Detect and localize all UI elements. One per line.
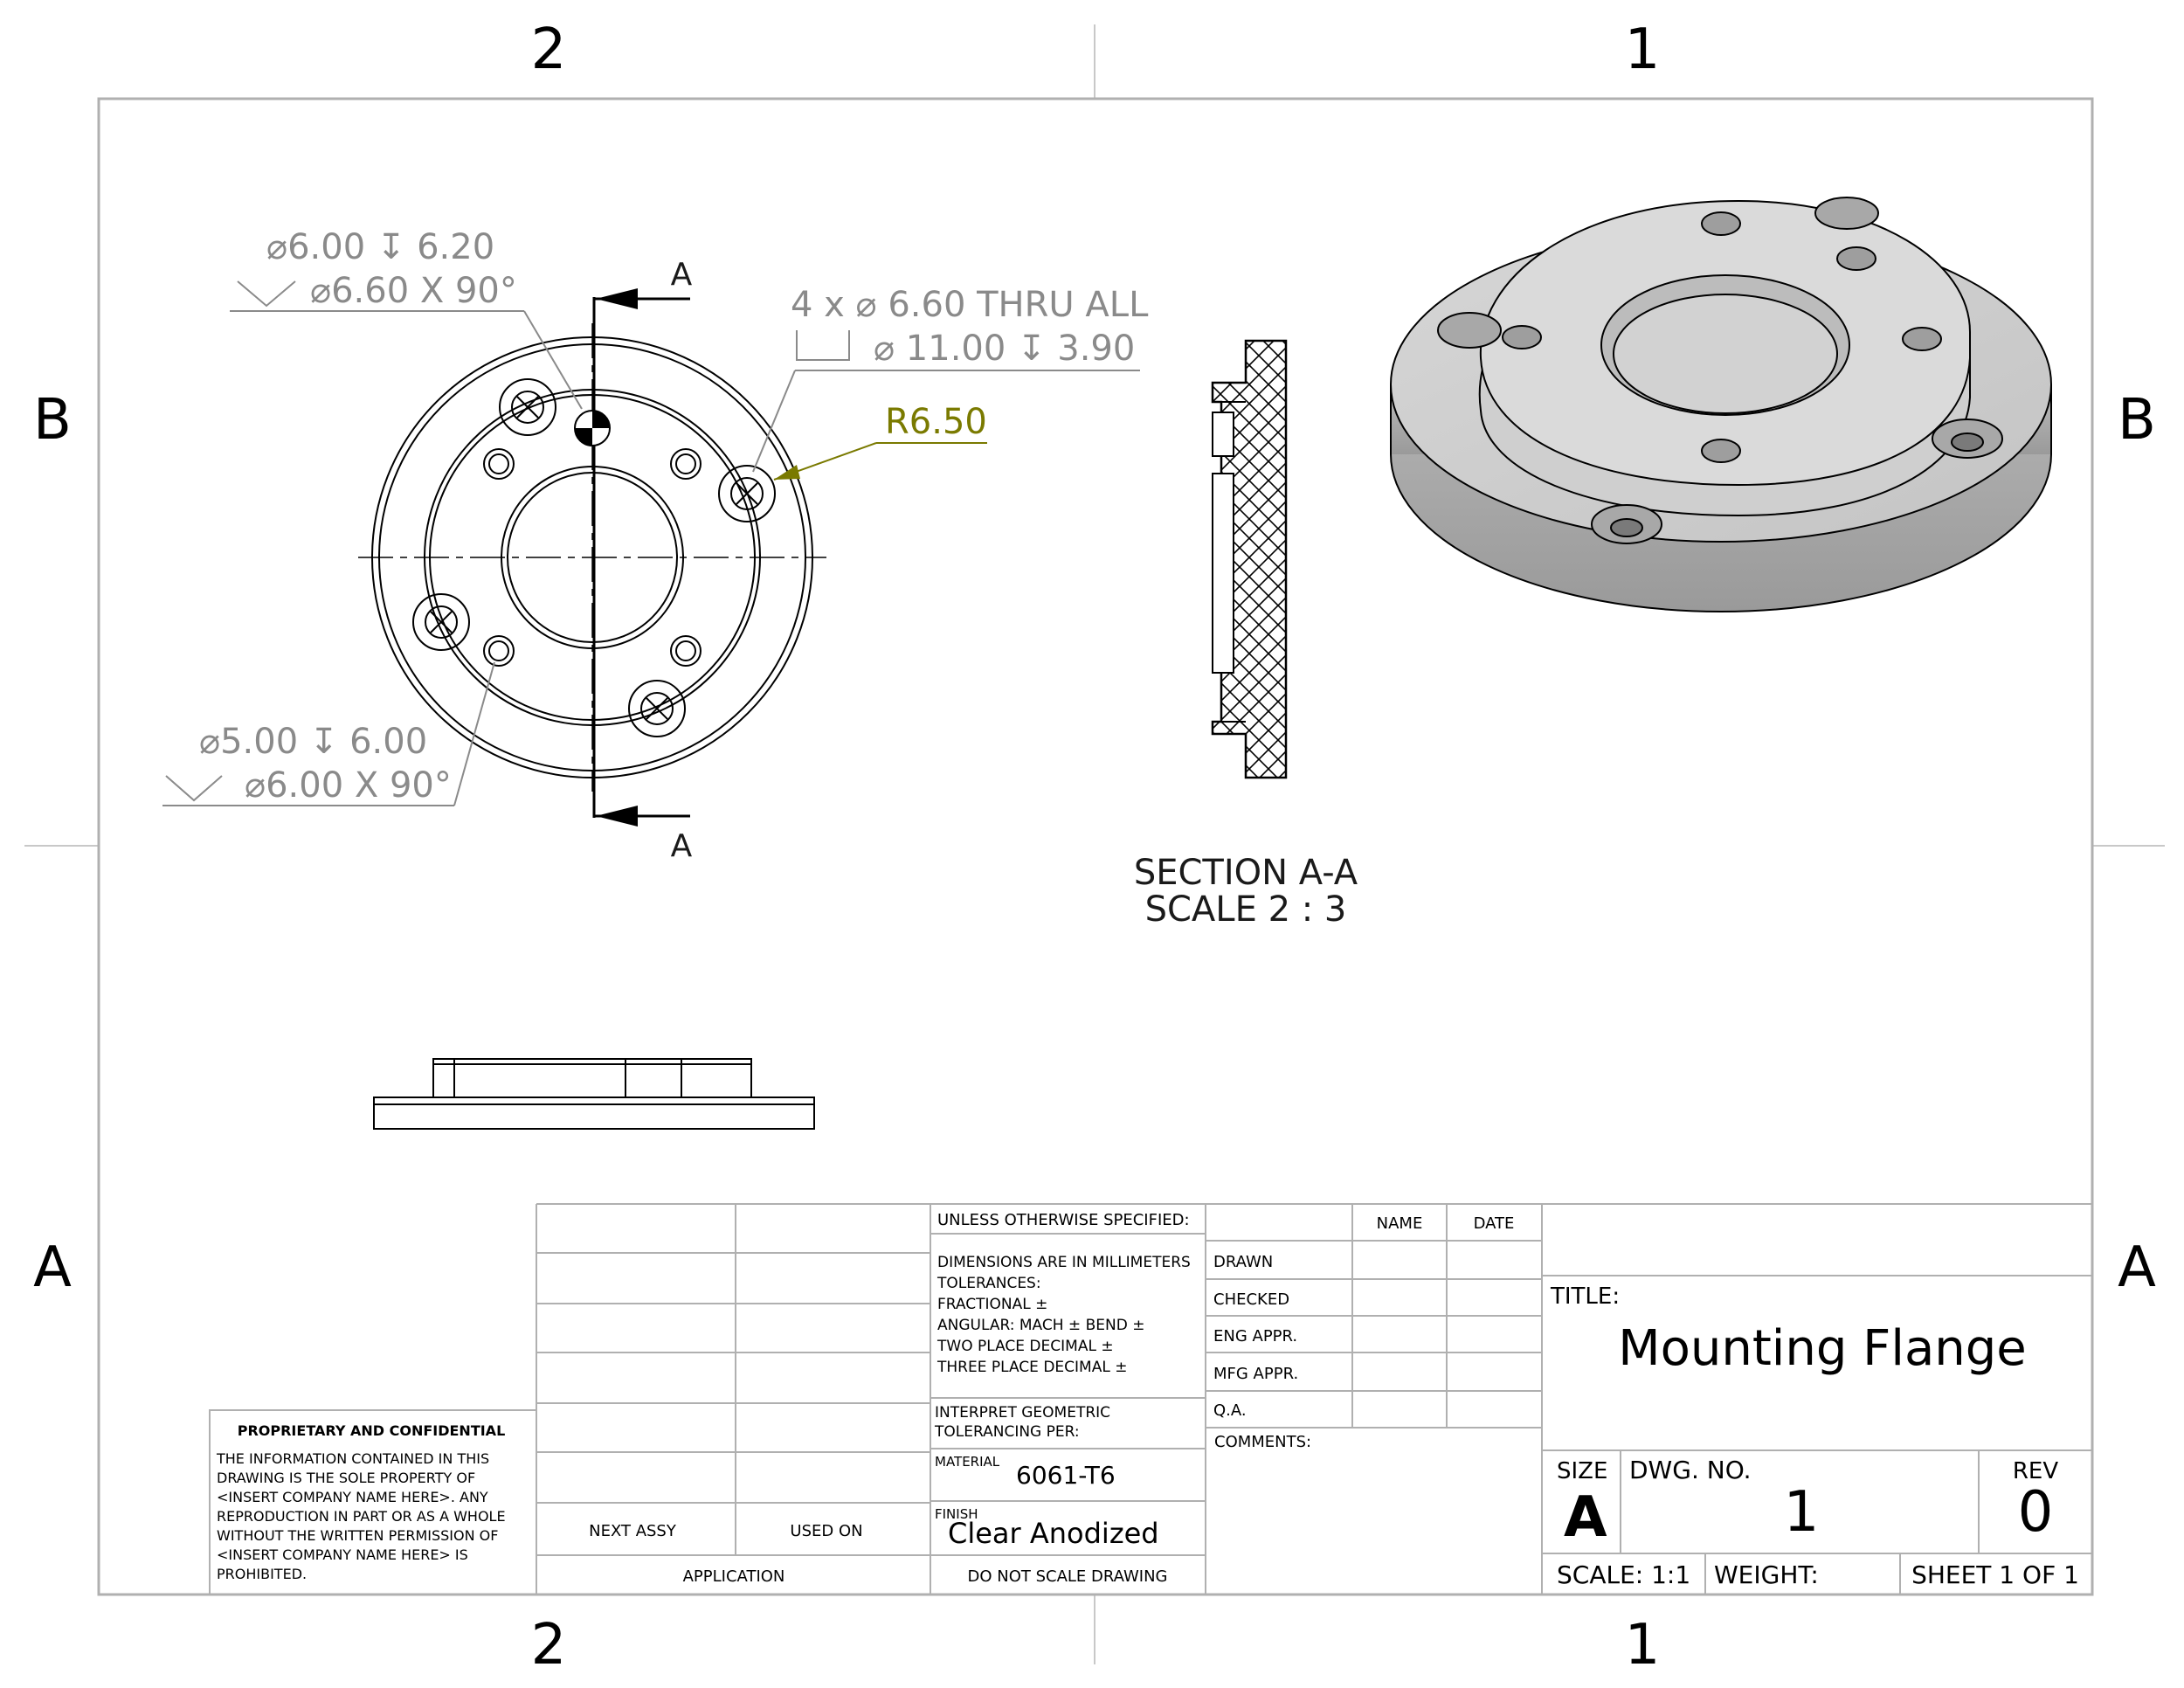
finish-value: Clear Anodized <box>948 1517 1159 1550</box>
callout-top-right-line-1: 4 x ⌀ 6.60 THRU ALL <box>791 285 1149 325</box>
scale-field: SCALE: 1:1 <box>1557 1560 1691 1589</box>
weight-field: WEIGHT: <box>1714 1560 1819 1589</box>
proprietary-line-6: <INSERT COMPANY NAME HERE> IS <box>217 1546 468 1563</box>
callout-top-left-line-1: ⌀6.00 ↧ 6.20 <box>266 227 495 267</box>
dims-line-3: FRACTIONAL ± <box>937 1296 1048 1313</box>
used-on-label: USED ON <box>790 1522 863 1540</box>
proprietary-title: PROPRIETARY AND CONFIDENTIAL <box>237 1422 506 1439</box>
title-label: TITLE: <box>1551 1283 1621 1310</box>
rev-label: REV <box>2012 1458 2059 1484</box>
section-scale: SCALE 2 : 3 <box>1144 889 1347 930</box>
proprietary-line-2: DRAWING IS THE SOLE PROPERTY OF <box>217 1470 476 1486</box>
dims-line-4: ANGULAR: MACH ± BEND ± <box>937 1317 1145 1334</box>
cbore-hole-1 <box>500 379 556 435</box>
approval-qa: Q.A. <box>1213 1401 1247 1420</box>
zone-col-2-bottom: 2 <box>530 1613 567 1678</box>
sheet-field: SHEET 1 OF 1 <box>1911 1560 2079 1589</box>
zone-row-a-right: A <box>2118 1235 2156 1300</box>
dims-line-6: THREE PLACE DECIMAL ± <box>937 1359 1128 1376</box>
origin-mark <box>575 411 610 446</box>
cbore-hole-4 <box>629 681 685 737</box>
front-view <box>358 297 826 818</box>
zone-row-b-right: B <box>2118 388 2156 453</box>
proprietary-line-5: WITHOUT THE WRITTEN PERMISSION OF <box>217 1527 499 1544</box>
side-view <box>374 1059 814 1129</box>
interpret-line-1: INTERPRET GEOMETRIC <box>935 1404 1111 1422</box>
do-not-scale: DO NOT SCALE DRAWING <box>967 1567 1168 1586</box>
section-title: SECTION A-A <box>1133 853 1358 893</box>
zone-col-1-top: 1 <box>1624 17 1661 82</box>
application-label: APPLICATION <box>682 1567 785 1586</box>
approval-eng: ENG APPR. <box>1213 1327 1298 1346</box>
zone-row-b-left: B <box>33 388 72 453</box>
rev-value: 0 <box>2017 1480 2054 1545</box>
proprietary-line-3: <INSERT COMPANY NAME HERE>. ANY <box>217 1489 488 1505</box>
interpret-line-2: TOLERANCING PER: <box>935 1423 1080 1441</box>
approval-mfg: MFG APPR. <box>1213 1365 1299 1383</box>
material-value: 6061-T6 <box>1016 1461 1116 1490</box>
dwg-no-label: DWG. NO. <box>1629 1456 1752 1484</box>
comments-label: COMMENTS: <box>1214 1433 1312 1451</box>
callout-bottom-left-line-2: ⌀6.00 X 90° <box>245 765 452 806</box>
callout-top-right-line-2: ⌀ 11.00 ↧ 3.90 <box>874 329 1136 369</box>
section-label-bottom: A <box>670 828 693 864</box>
zone-col-2-top: 2 <box>530 17 567 82</box>
proprietary-line-7: PROHIBITED. <box>217 1566 308 1582</box>
material-label: MATERIAL <box>935 1454 1000 1470</box>
section-label-top: A <box>670 257 693 293</box>
dims-line-5: TWO PLACE DECIMAL ± <box>937 1338 1114 1355</box>
countersink-symbol-top <box>238 281 295 306</box>
drawing-title: Mounting Flange <box>1618 1320 2027 1377</box>
cbore-hole-2 <box>719 466 775 522</box>
name-header: NAME <box>1376 1214 1423 1233</box>
proprietary-line-4: REPRODUCTION IN PART OR AS A WHOLE <box>217 1508 506 1525</box>
counterbore-symbol <box>797 330 849 360</box>
proprietary-line-1: THE INFORMATION CONTAINED IN THIS <box>217 1450 490 1467</box>
radius-label: R6.50 <box>885 402 987 442</box>
size-value: A <box>1564 1485 1607 1550</box>
radius-arrowhead <box>774 465 800 480</box>
dims-line-2: TOLERANCES: <box>937 1275 1041 1292</box>
countersink-symbol-bottom <box>166 776 222 800</box>
callout-top-left-line-2: ⌀6.60 X 90° <box>310 271 517 311</box>
section-arrow-bottom <box>594 806 690 827</box>
zone-row-a-left: A <box>33 1235 72 1300</box>
dims-line-1: DIMENSIONS ARE IN MILLIMETERS <box>937 1254 1191 1271</box>
cbore-hole-3 <box>413 594 469 650</box>
size-label: SIZE <box>1557 1458 1608 1484</box>
finish-label: FINISH <box>935 1506 978 1522</box>
unless-specified: UNLESS OTHERWISE SPECIFIED: <box>937 1211 1190 1229</box>
approval-checked: CHECKED <box>1213 1290 1290 1309</box>
callout-bottom-left-line-1: ⌀5.00 ↧ 6.00 <box>199 722 428 762</box>
isometric-view <box>1391 197 2051 612</box>
approval-drawn: DRAWN <box>1213 1253 1274 1271</box>
section-view <box>1213 341 1286 778</box>
dwg-no-value: 1 <box>1783 1480 1820 1545</box>
zone-col-1-bottom: 1 <box>1624 1613 1661 1678</box>
next-assy-label: NEXT ASSY <box>589 1522 676 1540</box>
date-header: DATE <box>1473 1214 1515 1233</box>
